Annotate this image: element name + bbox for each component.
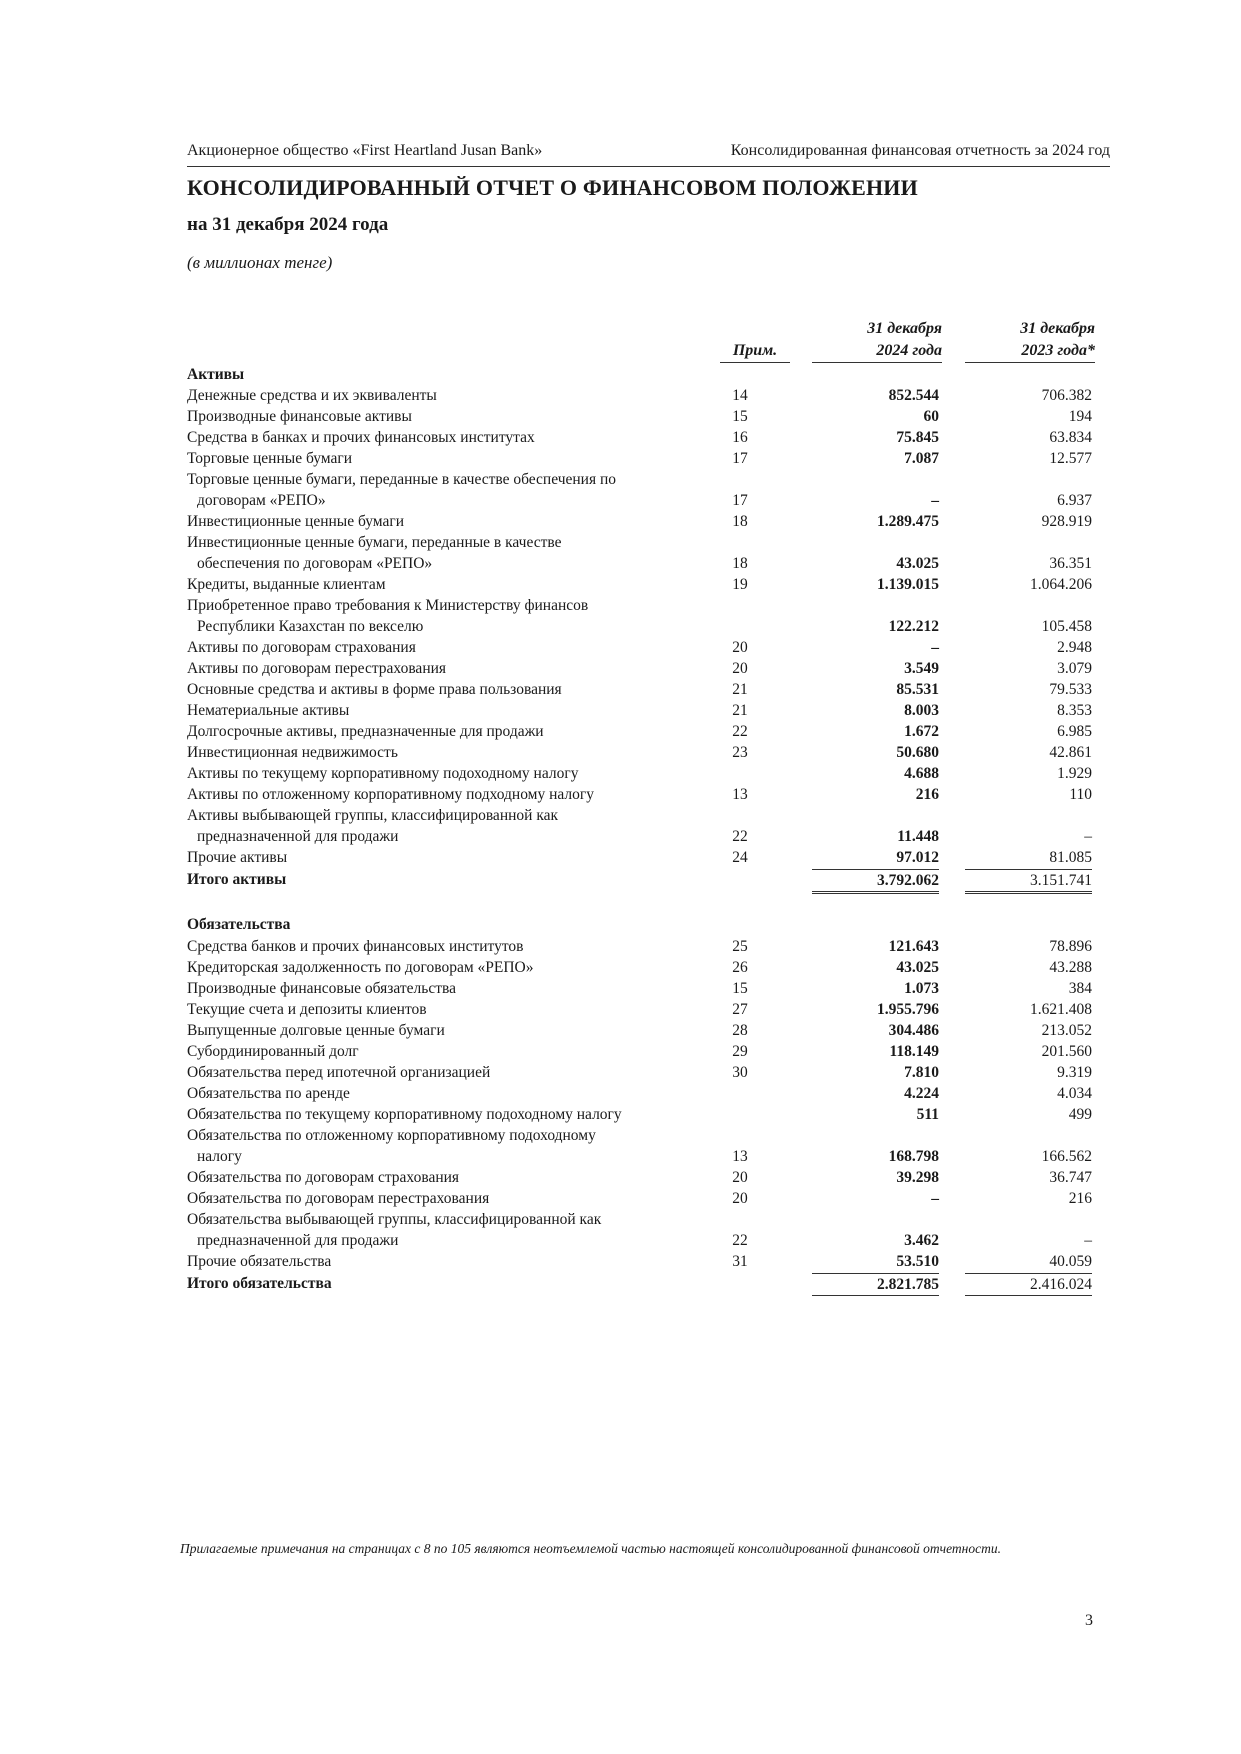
row-label: Активы по текущему корпоративному подоходному налогу (187, 765, 579, 782)
value-2023: 194 (1068, 408, 1092, 425)
row-label: Нематериальные активы (187, 702, 350, 719)
row-label: Производные финансовые активы (187, 408, 412, 425)
value-2023: 79.533 (1049, 681, 1092, 698)
row-label: Обязательства перед ипотечной организацией (187, 1064, 491, 1081)
value-2023: 2.948 (1057, 639, 1092, 656)
header-company-name: Акционерное общество «First Heartland Jusan Bank» (187, 142, 543, 159)
table-row (0, 427, 1241, 448)
value-2024: – (931, 1190, 939, 1207)
value-2023: 43.288 (1049, 959, 1092, 976)
value-2023: 1.064.206 (1030, 576, 1092, 593)
value-2023: 6.937 (1057, 492, 1092, 509)
table-row (0, 1041, 1241, 1062)
row-note: 17 (732, 492, 748, 509)
value-2023: 201.560 (1041, 1043, 1092, 1060)
value-2024: 7.810 (904, 1064, 939, 1081)
row-label-line2: налогу (197, 1148, 242, 1165)
value-2024: 1.289.475 (877, 513, 939, 530)
row-note: 13 (732, 786, 748, 803)
row-label: Обязательства по договорам страхования (187, 1169, 460, 1186)
row-label: Текущие счета и депозиты клиентов (187, 1001, 427, 1018)
value-2023: 4.034 (1057, 1085, 1092, 1102)
table-row (0, 1167, 1241, 1188)
row-label-line2: договорам «РЕПО» (197, 492, 326, 509)
value-2023: 3.079 (1057, 660, 1092, 677)
value-2024: 4.224 (904, 1085, 939, 1102)
value-2023: – (1084, 828, 1092, 845)
value-2023: 105.458 (1041, 618, 1092, 635)
value-2024: – (931, 492, 939, 509)
value-2023: 78.896 (1049, 938, 1092, 955)
row-label-line1: Торговые ценные бумаги, переданные в качестве обеспечения по (187, 471, 617, 488)
table-row-label-line1 (0, 1209, 1241, 1230)
page-title: КОНСОЛИДИРОВАННЫЙ ОТЧЕТ О ФИНАНСОВОМ ПОЛОЖЕНИИ (187, 175, 918, 200)
value-2024: 60 (923, 408, 939, 425)
section-heading: Обязательства (187, 916, 291, 933)
row-label: Активы по договорам страхования (187, 639, 416, 656)
table-row (0, 637, 1241, 658)
row-label: Кредиты, выданные клиентам (187, 576, 386, 593)
column-header-2023-line2: 2023 года* (1021, 342, 1095, 359)
row-label: Прочие активы (187, 849, 288, 866)
row-note: 21 (732, 702, 748, 719)
row-note: 20 (732, 660, 748, 677)
total-value-2024: 3.792.062 (812, 869, 939, 894)
value-2023: 110 (1069, 786, 1092, 803)
page-header (187, 140, 1110, 167)
value-2023: 8.353 (1057, 702, 1092, 719)
table-row-label-line1 (0, 532, 1241, 553)
row-label-line1: Обязательства выбывающей группы, классифицированной как (187, 1211, 602, 1228)
row-label: Основные средства и активы в форме права пользования (187, 681, 562, 698)
total-value-2024: 2.821.785 (812, 1273, 939, 1296)
table-row (0, 700, 1241, 721)
row-label-line2: предназначенной для продажи (197, 1232, 399, 1249)
value-2024: 8.003 (904, 702, 939, 719)
value-2024: 168.798 (888, 1148, 939, 1165)
column-header-2024 (812, 318, 942, 363)
table-row (0, 448, 1241, 469)
row-label: Денежные средства и их эквиваленты (187, 387, 437, 404)
value-2023: 499 (1068, 1106, 1092, 1123)
value-2024: 4.688 (904, 765, 939, 782)
value-2023: 213.052 (1041, 1022, 1092, 1039)
row-note: 21 (732, 681, 748, 698)
table-row (0, 1062, 1241, 1083)
value-2024: 75.845 (896, 429, 939, 446)
row-label: Инвестиционные ценные бумаги (187, 513, 405, 530)
row-label: Кредиторская задолженность по договорам «РЕПО» (187, 959, 534, 976)
liabilities-heading-row (0, 914, 1241, 935)
table-row (0, 406, 1241, 427)
row-note: 24 (732, 849, 748, 866)
value-2024: 122.212 (888, 618, 939, 635)
total-value-2023: 2.416.024 (965, 1273, 1092, 1296)
total-label: Итого обязательства (187, 1275, 332, 1292)
row-note: 18 (732, 513, 748, 530)
value-2024: 118.149 (889, 1043, 939, 1060)
value-2024: 39.298 (896, 1169, 939, 1186)
value-2024: 121.643 (888, 938, 939, 955)
row-note: 14 (732, 387, 748, 404)
table-row (0, 847, 1241, 868)
value-2023: 9.319 (1057, 1064, 1092, 1081)
table-row (0, 1146, 1241, 1167)
row-note: 27 (732, 1001, 748, 1018)
value-2024: 43.025 (896, 959, 939, 976)
table-row (0, 1188, 1241, 1209)
column-header-note: Прим. (720, 340, 790, 363)
value-2023: 63.834 (1049, 429, 1092, 446)
currency-units: (в миллионах тенге) (187, 253, 333, 272)
value-2023: 81.085 (1049, 849, 1092, 866)
table-row (0, 1083, 1241, 1104)
value-2023: 216 (1068, 1190, 1092, 1207)
report-date: на 31 декабря 2024 года (187, 214, 389, 235)
row-label: Производные финансовые обязательства (187, 980, 456, 997)
row-note: 23 (732, 744, 748, 761)
row-label: Средства банков и прочих финансовых институтов (187, 938, 524, 955)
row-label-line1: Обязательства по отложенному корпоративному подоходному (187, 1127, 596, 1144)
value-2024: 11.448 (897, 828, 939, 845)
row-label: Обязательства по аренде (187, 1085, 350, 1102)
table-row-label-line1 (0, 595, 1241, 616)
value-2023: 928.919 (1041, 513, 1092, 530)
row-label: Субординированный долг (187, 1043, 359, 1060)
value-2024: 1.672 (904, 723, 939, 740)
row-note: 22 (732, 723, 748, 740)
section-heading: Активы (187, 366, 245, 383)
row-note: 28 (732, 1022, 748, 1039)
value-2024: – (931, 639, 939, 656)
row-label-line2: Республики Казахстан по векселю (197, 618, 424, 635)
table-row-label-line1 (0, 469, 1241, 490)
value-2024: 50.680 (896, 744, 939, 761)
table-row (0, 826, 1241, 847)
value-2023: 6.985 (1057, 723, 1092, 740)
value-2023: 706.382 (1041, 387, 1092, 404)
column-header-2023 (965, 318, 1095, 363)
value-2023: 36.747 (1049, 1169, 1092, 1186)
row-note: 22 (732, 828, 748, 845)
row-note: 15 (732, 980, 748, 997)
row-note: 20 (732, 639, 748, 656)
table-row (0, 1104, 1241, 1125)
column-header-2023-line1: 31 декабря (1020, 320, 1095, 337)
header-report-name: Консолидированная финансовая отчетность за 2024 год (730, 142, 1110, 159)
table-row (0, 574, 1241, 595)
row-label: Средства в банках и прочих финансовых институтах (187, 429, 535, 446)
table-row (0, 616, 1241, 637)
table-row (0, 385, 1241, 406)
value-2023: – (1084, 1232, 1092, 1249)
value-2024: 85.531 (896, 681, 939, 698)
row-note: 15 (732, 408, 748, 425)
row-note: 30 (732, 1064, 748, 1081)
value-2024: 852.544 (888, 387, 939, 404)
table-row (0, 1020, 1241, 1041)
row-label: Прочие обязательства (187, 1253, 332, 1270)
column-header-2024-line2: 2024 года (876, 342, 942, 359)
row-label-line2: обеспечения по договорам «РЕПО» (197, 555, 433, 572)
row-label: Инвестиционная недвижимость (187, 744, 398, 761)
value-2024: 1.955.796 (877, 1001, 939, 1018)
row-note: 17 (732, 450, 748, 467)
total-label: Итого активы (187, 871, 287, 888)
table-row (0, 763, 1241, 784)
table-row (0, 511, 1241, 532)
value-2023: 42.861 (1049, 744, 1092, 761)
value-2024: 1.073 (904, 980, 939, 997)
value-2023: 40.059 (1049, 1253, 1092, 1270)
row-label-line1: Приобретенное право требования к Министерству финансов (187, 597, 589, 614)
table-row (0, 999, 1241, 1020)
row-label-line1: Инвестиционные ценные бумаги, переданные в качестве (187, 534, 562, 551)
value-2024: 3.462 (904, 1232, 939, 1249)
row-label: Активы по отложенному корпоративному подходному налогу (187, 786, 595, 803)
table-row (0, 978, 1241, 999)
value-2024: 3.549 (904, 660, 939, 677)
value-2024: 511 (916, 1106, 939, 1123)
column-header-2024-line1: 31 декабря (867, 320, 942, 337)
row-label: Обязательства по текущему корпоративному подоходному налогу (187, 1106, 622, 1123)
row-note: 25 (732, 938, 748, 955)
row-label-line2: предназначенной для продажи (197, 828, 399, 845)
value-2024: 53.510 (896, 1253, 939, 1270)
row-note: 19 (732, 576, 748, 593)
total-assets-row (0, 869, 1241, 890)
row-note: 31 (732, 1253, 748, 1270)
value-2024: 1.139.015 (877, 576, 939, 593)
value-2023: 1.621.408 (1030, 1001, 1092, 1018)
value-2023: 166.562 (1041, 1148, 1092, 1165)
table-row (0, 721, 1241, 742)
row-note: 29 (732, 1043, 748, 1060)
value-2024: 216 (915, 786, 939, 803)
row-note: 20 (732, 1190, 748, 1207)
value-2024: 97.012 (896, 849, 939, 866)
row-note: 26 (732, 959, 748, 976)
table-row (0, 936, 1241, 957)
table-row (0, 490, 1241, 511)
total-liabilities-row (0, 1273, 1241, 1294)
value-2023: 1.929 (1057, 765, 1092, 782)
total-value-2023: 3.151.741 (965, 869, 1092, 894)
table-row (0, 784, 1241, 805)
value-2024: 43.025 (896, 555, 939, 572)
value-2023: 12.577 (1049, 450, 1092, 467)
row-label: Активы по договорам перестрахования (187, 660, 447, 677)
table-row (0, 1251, 1241, 1272)
row-note: 22 (732, 1232, 748, 1249)
row-note: 16 (732, 429, 748, 446)
row-label: Обязательства по договорам перестрахования (187, 1190, 490, 1207)
row-label-line1: Активы выбывающей группы, классифицированной как (187, 807, 559, 824)
page-number: 3 (1085, 1612, 1093, 1629)
value-2024: 304.486 (888, 1022, 939, 1039)
table-row (0, 679, 1241, 700)
value-2023: 36.351 (1049, 555, 1092, 572)
table-row (0, 553, 1241, 574)
table-row (0, 1230, 1241, 1251)
table-row (0, 658, 1241, 679)
row-label: Долгосрочные активы, предназначенные для продажи (187, 723, 544, 740)
table-row (0, 957, 1241, 978)
row-note: 18 (732, 555, 748, 572)
table-row-label-line1 (0, 805, 1241, 826)
value-2024: 7.087 (904, 450, 939, 467)
value-2023: 384 (1068, 980, 1092, 997)
row-label: Торговые ценные бумаги (187, 450, 353, 467)
table-row (0, 742, 1241, 763)
table-row-label-line1 (0, 1125, 1241, 1146)
row-label: Выпущенные долговые ценные бумаги (187, 1022, 445, 1039)
footnote: Прилагаемые примечания на страницах с 8 по 105 являются неотъемлемой частью настоящей консолидированной финансовой отчетности. (180, 1541, 1001, 1556)
row-note: 20 (732, 1169, 748, 1186)
assets-heading-row (0, 364, 1241, 385)
row-note: 13 (732, 1148, 748, 1165)
